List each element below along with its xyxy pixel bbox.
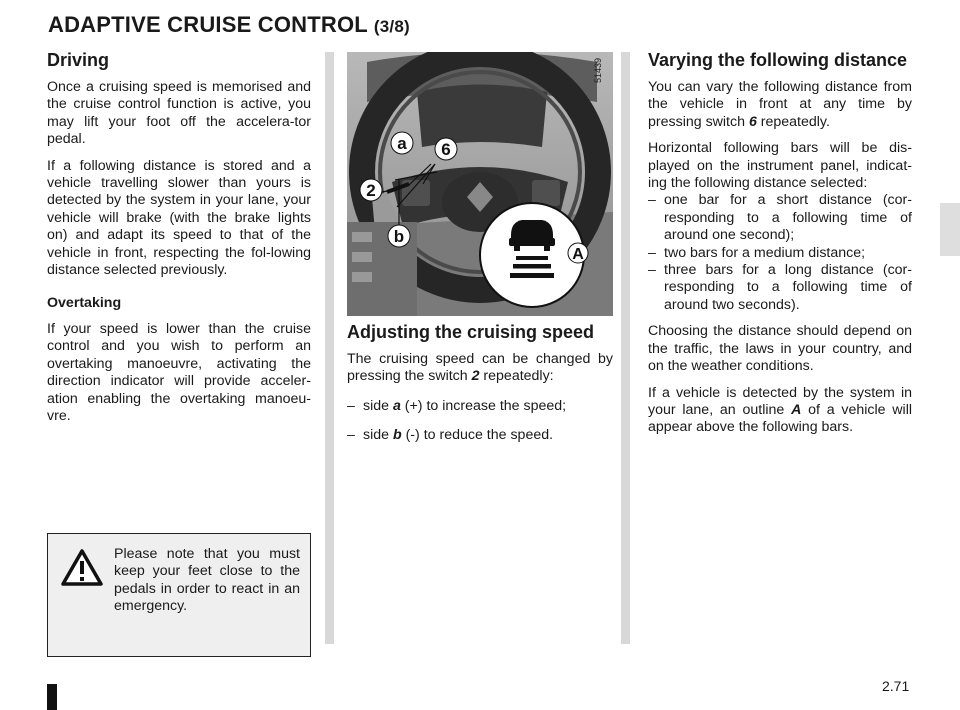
following-distance-paragraph: Horizontal following bars will be dis-played on the instrument panel, indicat-ing the following distance selected: — [648, 140, 912, 192]
list-item — [347, 427, 613, 444]
following-distance-paragraph: Choosing the distance should depend on the traffic, the laws in your country, and on the weather conditions. — [648, 323, 912, 375]
warning-box — [47, 533, 311, 657]
adjusting-speed-paragraph — [347, 351, 613, 386]
driving-section — [47, 50, 311, 434]
following-distance-paragraph — [648, 385, 912, 437]
callout-A — [568, 243, 588, 263]
callout-2-label: 2 — [366, 181, 376, 200]
text-run: side — [363, 397, 393, 414]
list-item-text: one bar for a short distance (cor-responding to a following time of around one second); — [664, 192, 912, 244]
image-reference-code: 51439 — [593, 58, 603, 84]
section-tab — [940, 203, 960, 256]
callout-a — [391, 132, 413, 154]
page-title-part: (3/8) — [373, 17, 410, 36]
list-item — [648, 192, 912, 244]
illustration-callouts — [347, 52, 613, 316]
text-run: (+) to increase the speed; — [400, 397, 567, 414]
text-run: of a vehicle will appear above the following bars. — [648, 401, 912, 436]
overtaking-paragraph: If your speed is lower than the cruise control and you wish to perform an overtaking manoeuvre, activating the direction indicator will provide acceler-ation enabling the overtaking manoeu-vre. — [47, 320, 311, 424]
list-item — [347, 398, 613, 415]
callout-A-label: A — [572, 246, 584, 263]
text-run: repeatedly. — [756, 113, 830, 130]
outline-label: A — [791, 401, 802, 418]
callout-b-label: b — [393, 227, 405, 246]
column-divider — [621, 52, 630, 644]
list-dash: – — [347, 427, 355, 444]
text-run: The cruising speed can be changed by pressing the switch — [347, 351, 613, 385]
list-item-text: two bars for a medium distance; — [664, 244, 866, 261]
list-dash: – — [347, 397, 355, 414]
text-run: (-) to reduce the speed. — [401, 427, 554, 444]
callout-a-label: a — [397, 134, 407, 153]
page-number: 2.71 — [882, 678, 910, 694]
callout-b — [388, 225, 410, 247]
switch-number: 2 — [471, 368, 480, 385]
text-run: side — [363, 427, 393, 444]
list-item — [648, 262, 912, 314]
adjusting-speed-heading: Adjusting the cruising speed — [347, 322, 595, 342]
text-run: You can vary the following distance from the vehicle in front at any time by pressing switch — [648, 79, 912, 130]
following-distance-paragraph — [648, 79, 912, 131]
page-title — [48, 12, 410, 38]
page-title-text: ADAPTIVE CRUISE CONTROL — [48, 12, 368, 37]
following-distance-section — [648, 50, 912, 446]
list-dash: – — [648, 244, 656, 261]
adjusting-speed-section — [347, 322, 613, 445]
footer-mark — [47, 684, 57, 710]
driving-heading: Driving — [47, 50, 110, 70]
overtaking-heading: Overtaking — [47, 295, 122, 312]
list-item — [648, 245, 912, 262]
warning-text: Please note that you must keep your feet close to the pedals in order to react in an emergency. — [114, 546, 300, 615]
list-dash: – — [648, 192, 656, 209]
switch-side: a — [392, 397, 401, 414]
warning-triangle-icon — [60, 548, 104, 593]
callout-2 — [360, 179, 382, 201]
list-dash: – — [648, 262, 656, 279]
column-divider — [325, 52, 334, 644]
switch-side: b — [392, 427, 402, 444]
driving-paragraph: Once a cruising speed is memorised and the cruise control function is active, you may lift your foot off the accelera-tor pedal. — [47, 79, 311, 148]
following-distance-heading: Varying the following distance — [648, 50, 908, 70]
callout-6 — [435, 138, 457, 160]
callout-6-label: 6 — [441, 140, 451, 159]
switch-number: 6 — [748, 113, 757, 130]
driving-paragraph: If a following distance is stored and a vehicle travelling slower than yours is detected by the system in your lane, your vehicle will brake (with the brake lights on) and adapt its speed to that of the vehicle in front, respecting the fol-lowing distance selected previously. — [47, 157, 311, 279]
text-run: repeatedly: — [479, 368, 554, 385]
text-run: If a vehicle is detected by the system in your lane, an outline — [648, 384, 912, 418]
list-item-text: three bars for a long distance (cor-responding to a following time of around two seconds). — [664, 262, 912, 313]
